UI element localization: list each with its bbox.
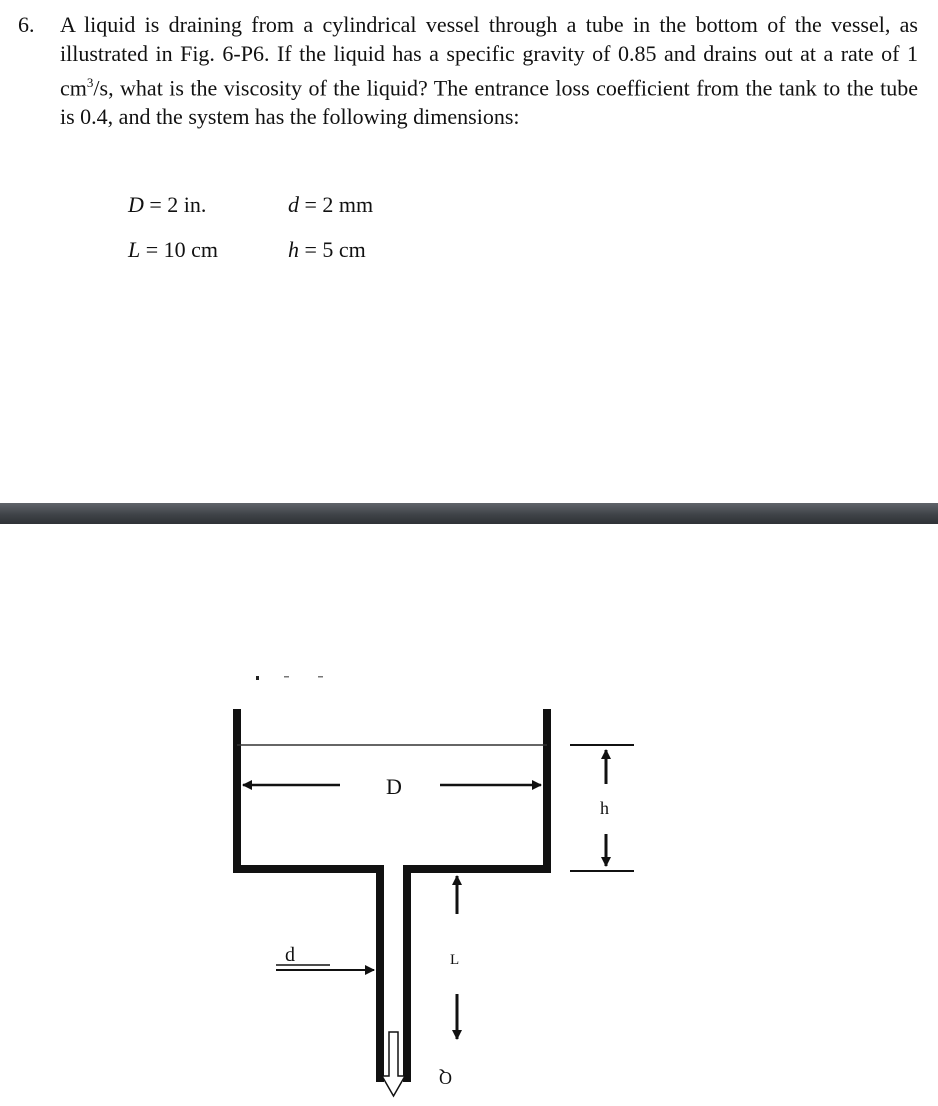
problem-text-part-2: /s, what is the viscosity of the liquid? The entrance loss coefficient from the tank to the tube is 0.4, and the system has the following dimensions:	[60, 75, 918, 130]
label-D: D	[386, 774, 402, 799]
problem-text	[60, 10, 918, 131]
label-d: d	[285, 944, 295, 966]
dimension-d: d = 2 mm	[288, 191, 374, 217]
page-divider	[0, 503, 938, 524]
dimensions-list	[128, 182, 448, 272]
stray-marks	[256, 676, 323, 680]
dimension-row	[128, 182, 448, 227]
dimension-row	[128, 227, 448, 272]
label-h: h	[600, 798, 609, 818]
dimension-h: h = 5 cm	[288, 236, 366, 262]
superscript-three: 3	[86, 75, 94, 90]
dimension-D: D = 2 in.	[128, 191, 207, 217]
dimension-L: L = 10 cm	[128, 236, 219, 262]
label-Q: Q	[439, 1068, 452, 1088]
outflow-arrow-icon	[382, 1032, 405, 1096]
vessel-figure	[0, 524, 938, 1106]
problem-number: 6.	[18, 12, 35, 37]
vessel-outline	[237, 709, 547, 1082]
problem-text-part-1: A liquid is draining from a cylindrical vessel through a tube in the bottom of the vessel, as illustrated in Fig. 6-P6. If the liquid has a specific gravity of 0.85 and drains out at a rate of 1 cm	[60, 12, 918, 101]
problem-statement	[18, 10, 918, 131]
label-L: L	[450, 952, 460, 968]
